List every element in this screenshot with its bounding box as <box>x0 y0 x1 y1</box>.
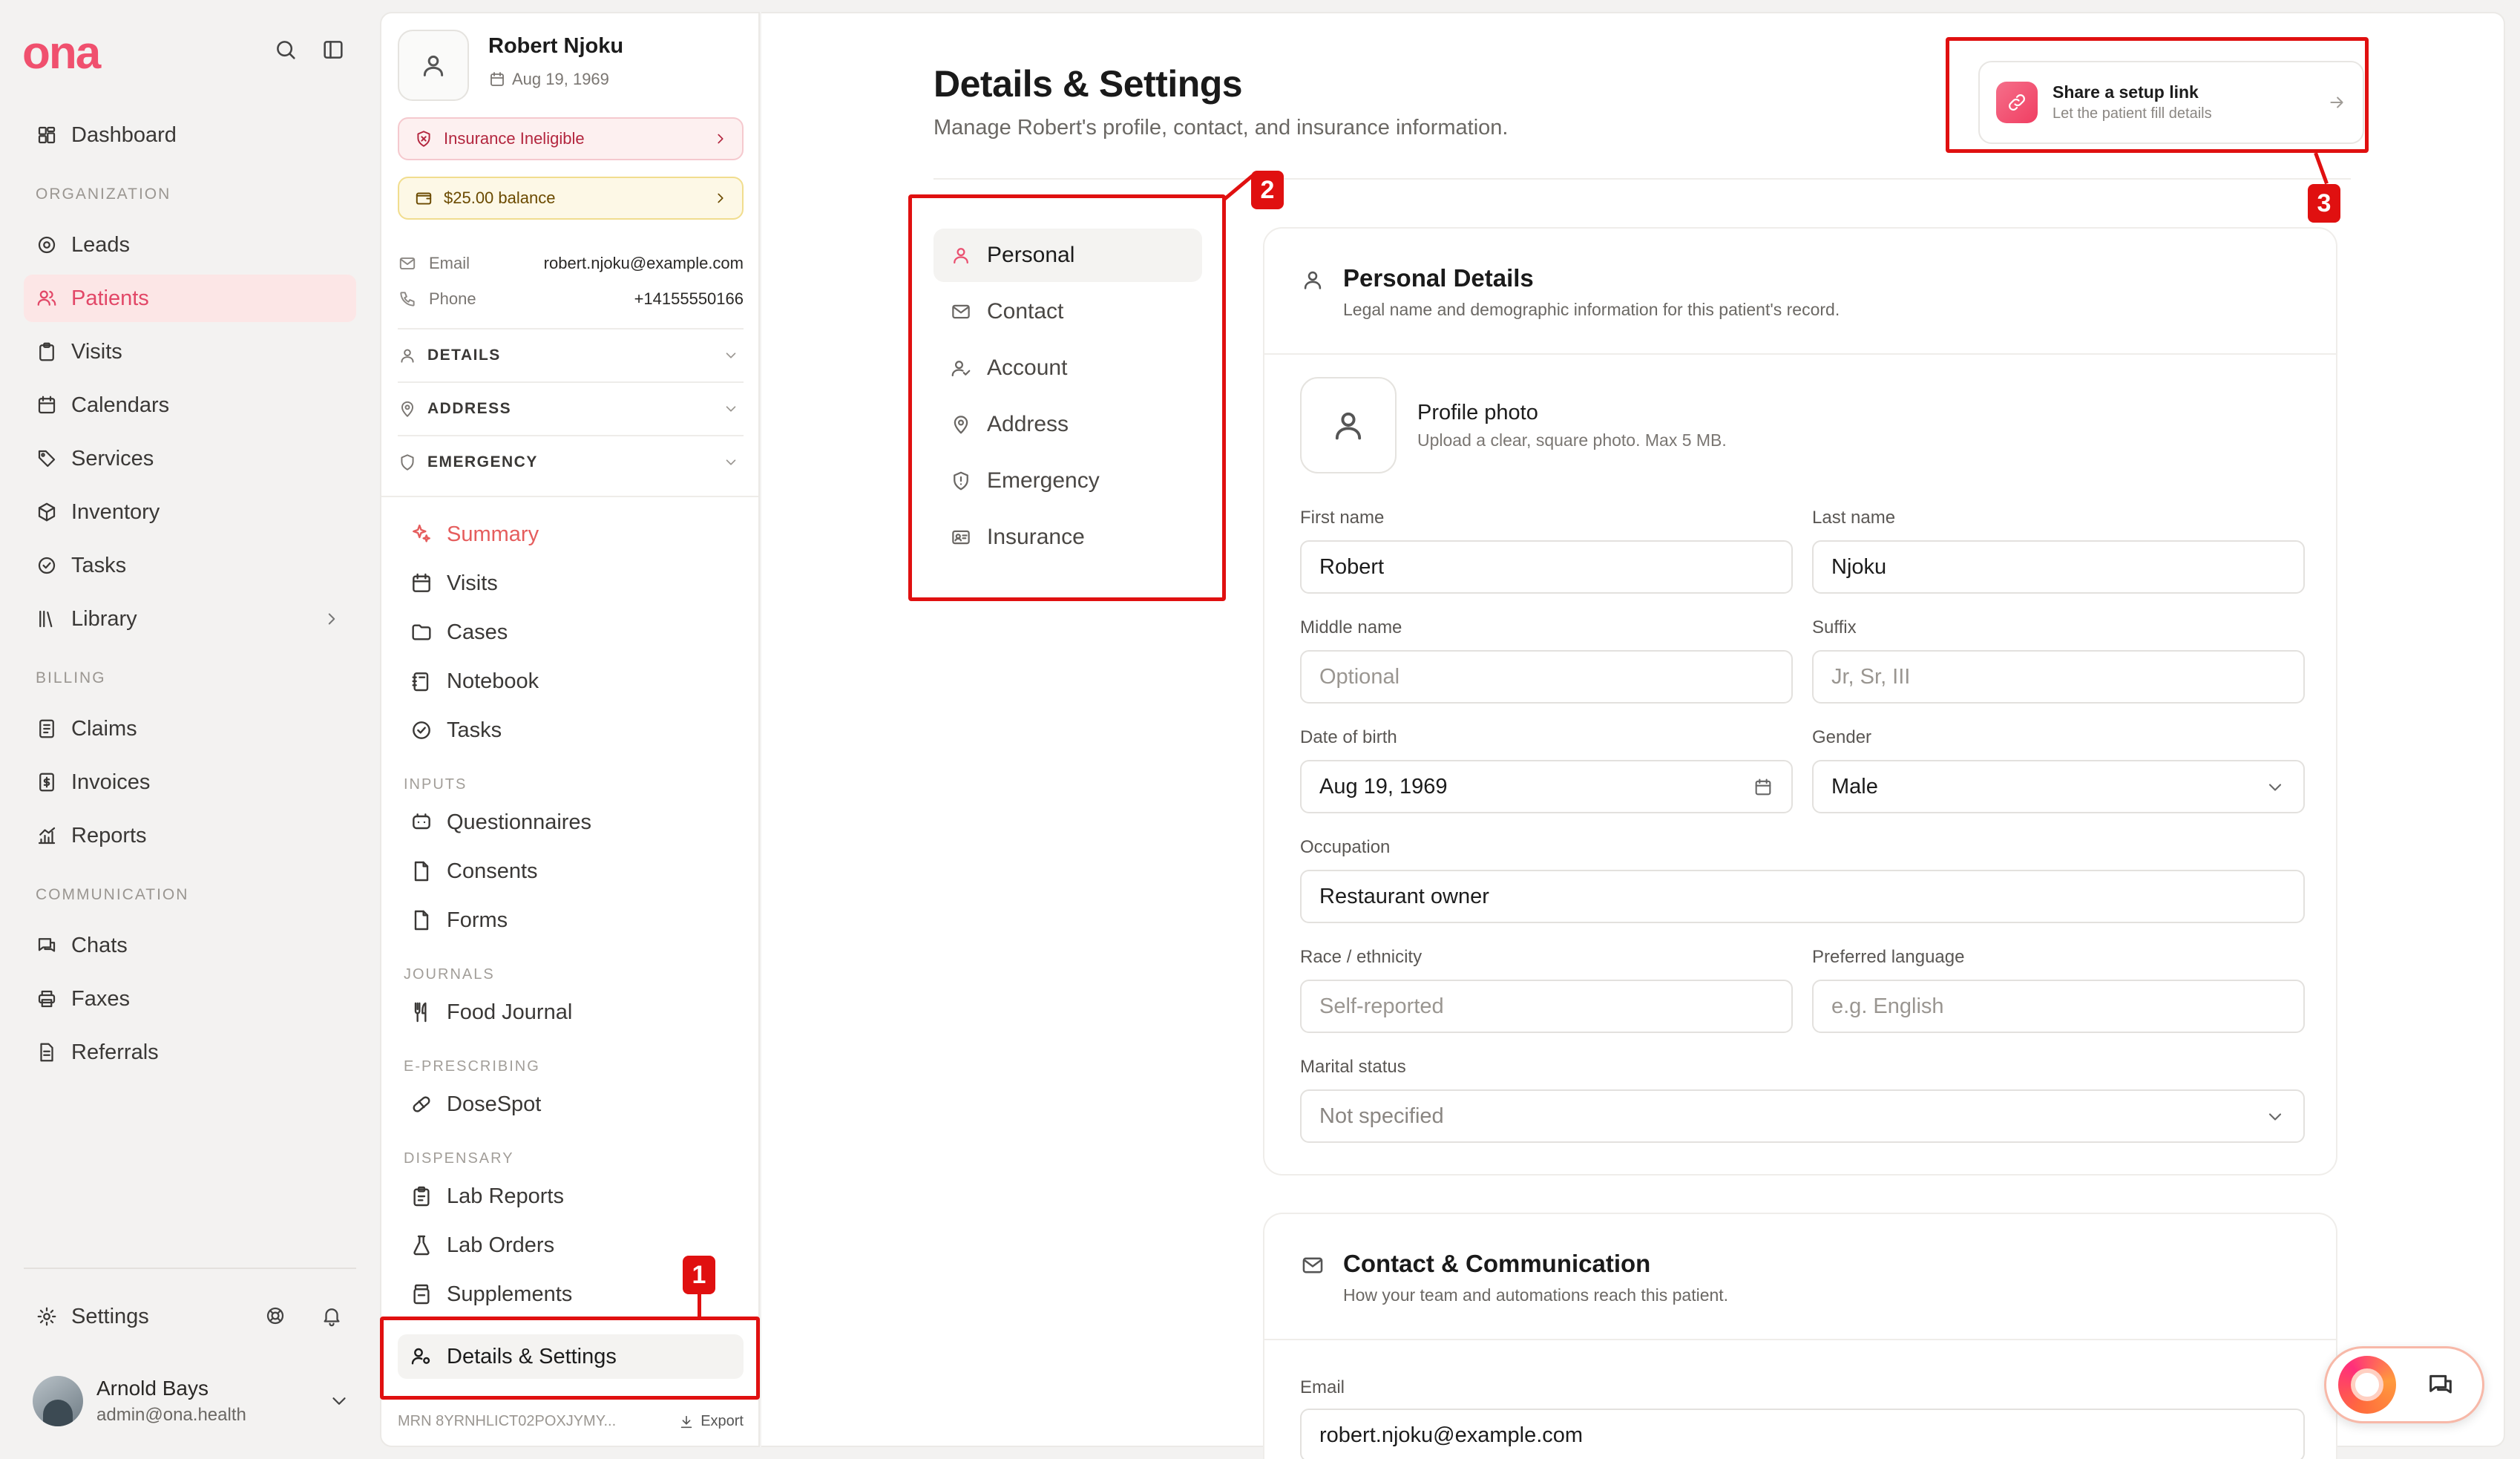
invoice-icon <box>36 771 58 793</box>
last-name-input[interactable] <box>1812 540 2305 594</box>
accordion-details[interactable]: DETAILS <box>398 328 744 381</box>
sidebar-item-label: Dashboard <box>71 122 177 147</box>
sidebar-item-inventory[interactable] <box>24 488 356 536</box>
contact-card: Contact & Communication How your team and automations reach this patient. Email robert.njoku@example.com <box>1263 1213 2337 1459</box>
sidebar-item-services[interactable] <box>24 435 356 482</box>
patient-panel <box>380 12 760 1447</box>
sidebar-item-tasks[interactable] <box>24 542 356 589</box>
mail-icon <box>950 301 972 323</box>
sidebar-item-leads[interactable] <box>24 221 356 269</box>
calendar-icon <box>488 71 506 88</box>
arrow-right-icon <box>2327 93 2346 112</box>
sidebar-item-patients[interactable] <box>24 275 356 322</box>
patient-menu-details-settings[interactable]: Details & Settings <box>398 1334 744 1379</box>
patient-footer <box>398 1413 744 1430</box>
section-dispensary: DISPENSARY <box>404 1150 514 1167</box>
page-title: Details & Settings <box>933 63 1243 105</box>
consent-icon <box>410 859 433 883</box>
chevron-down-icon <box>723 454 739 471</box>
wallet-icon <box>414 188 433 208</box>
shield-icon <box>414 129 433 148</box>
clipboard-icon <box>410 1184 433 1208</box>
sidebar-toggle-icon[interactable] <box>321 37 346 62</box>
user-name: Arnold Bays <box>96 1377 209 1400</box>
patient-mrn: MRN 8YRNHLICT02POXJYMY... <box>398 1413 617 1429</box>
chart-icon <box>36 824 58 847</box>
chevron-down-icon <box>723 347 739 364</box>
suffix-input[interactable] <box>1812 650 2305 704</box>
link-icon <box>1996 82 2038 123</box>
section-organization: ORGANIZATION <box>36 186 171 203</box>
clipboard-icon <box>36 341 58 363</box>
calendar-icon <box>36 394 58 416</box>
patient-menu-food-journal[interactable]: Food Journal <box>398 990 744 1035</box>
chevron-down-icon <box>2265 777 2286 798</box>
contact-email-input[interactable] <box>1300 1409 2305 1459</box>
check-circle-icon <box>36 554 58 577</box>
subnav-insurance[interactable]: Insurance <box>933 511 1202 564</box>
sidebar-item-label: Reports <box>71 823 147 847</box>
pill-icon <box>410 1092 433 1116</box>
subnav-contact[interactable]: Contact <box>933 285 1202 338</box>
chat-icon <box>36 934 58 957</box>
id-card-icon <box>950 526 972 548</box>
patient-menu-tasks[interactable]: Tasks <box>398 708 744 753</box>
sidebar-item-invoices[interactable] <box>24 758 356 806</box>
patient-phone-row: Phone +14155550166 <box>398 289 744 309</box>
balance-pill[interactable]: $25.00 balance <box>398 177 744 220</box>
user-icon <box>398 346 417 365</box>
user-email: admin@ona.health <box>96 1405 246 1425</box>
section-description: How your team and automations reach this patient. <box>1343 1285 1729 1305</box>
flask-icon <box>410 1233 433 1257</box>
sidebar-item-label: Patients <box>71 286 149 310</box>
gender-select[interactable]: Male <box>1812 760 2305 813</box>
sidebar-item-library[interactable] <box>24 595 356 643</box>
section-communication: COMMUNICATION <box>36 886 189 903</box>
sidebar-item-referrals[interactable] <box>24 1029 356 1076</box>
users-icon <box>36 287 58 309</box>
chevron-down-icon <box>723 401 739 417</box>
patient-menu-lab-orders[interactable]: Lab Orders <box>398 1223 744 1268</box>
document-icon <box>36 1041 58 1063</box>
section-eprescribing: E-PRESCRIBING <box>404 1058 540 1075</box>
sidebar-item-label: Invoices <box>71 770 151 794</box>
patient-menu-consents[interactable]: Consents <box>398 849 744 894</box>
mail-icon <box>398 254 417 273</box>
annotation-badge-2: 2 <box>1251 171 1284 209</box>
bottle-icon <box>410 1282 433 1306</box>
patient-menu-summary[interactable]: Summary <box>398 512 744 557</box>
nav-divider <box>24 1268 356 1269</box>
sidebar-item-label: Referrals <box>71 1040 159 1064</box>
section-title: Personal Details <box>1343 264 1534 292</box>
sidebar-item-chats[interactable] <box>24 922 356 969</box>
patient-menu-cases[interactable]: Cases <box>398 610 744 655</box>
sidebar-item-dashboard[interactable] <box>24 111 356 159</box>
section-journals: JOURNALS <box>404 966 495 983</box>
library-icon <box>36 608 58 630</box>
main-content <box>761 12 2505 1447</box>
sidebar-item-label: Inventory <box>71 499 160 524</box>
sidebar-item-label: Chats <box>71 933 128 957</box>
printer-icon <box>36 988 58 1010</box>
ona-logo[interactable]: ona <box>22 27 100 79</box>
dashboard-icon <box>36 124 58 146</box>
chevron-right-icon <box>712 190 729 206</box>
help-icon[interactable] <box>264 1305 286 1327</box>
sidebar-item-reports[interactable] <box>24 812 356 859</box>
subnav-emergency[interactable]: Emergency <box>933 454 1202 508</box>
download-icon <box>678 1414 695 1430</box>
questionnaire-icon <box>410 810 433 834</box>
tag-icon <box>36 447 58 470</box>
sparkle-icon <box>410 522 433 546</box>
accordion-emergency[interactable]: EMERGENCY <box>398 435 744 488</box>
sidebar-item-visits[interactable] <box>24 328 356 376</box>
race-ethnicity-input[interactable] <box>1300 980 1793 1033</box>
patient-menu-visits[interactable]: Visits <box>398 561 744 606</box>
profile-photo-title: Profile photo <box>1417 401 1538 424</box>
patient-menu-notebook[interactable]: Notebook <box>398 659 744 704</box>
chevron-right-icon <box>322 609 341 629</box>
dob-input[interactable]: Aug 19, 1969 <box>1300 760 1793 813</box>
user-settings-icon <box>410 1345 433 1368</box>
sidebar-item-faxes[interactable] <box>24 975 356 1023</box>
form-icon <box>410 908 433 932</box>
sidebar-item-settings[interactable] <box>24 1293 356 1340</box>
section-billing: BILLING <box>36 669 106 686</box>
notebook-icon <box>410 669 433 693</box>
calendar-icon <box>410 571 433 595</box>
assistant-orb-icon[interactable] <box>2338 1356 2396 1414</box>
export-button[interactable]: Export <box>678 1413 744 1430</box>
profile-photo-upload[interactable] <box>1300 377 1397 473</box>
chat-icon[interactable] <box>2426 1370 2455 1400</box>
file-icon <box>36 718 58 740</box>
user-icon <box>419 50 448 80</box>
section-description: Legal name and demographic information for this patient's record. <box>1343 300 1840 319</box>
pin-icon <box>398 399 417 419</box>
sidebar-item-label: Services <box>71 446 154 471</box>
shield-alert-icon <box>950 470 972 492</box>
user-menu[interactable] <box>33 1365 356 1437</box>
patient-menu-supplements[interactable]: Supplements <box>398 1272 744 1317</box>
patient-menu-forms[interactable]: Forms <box>398 898 744 942</box>
sidebar-item-label: Claims <box>71 716 137 741</box>
gear-icon <box>36 1305 58 1328</box>
subnav-account[interactable]: Account <box>933 341 1202 395</box>
patient-phone[interactable]: +14155550166 <box>634 289 744 308</box>
patient-name: Robert Njoku <box>488 34 624 58</box>
mail-icon <box>1300 1253 1325 1278</box>
pin-icon <box>950 413 972 436</box>
user-icon <box>1300 267 1325 292</box>
sidebar-item-claims[interactable] <box>24 705 356 753</box>
left-navigation <box>0 0 378 1459</box>
check-circle-icon <box>410 718 433 742</box>
bell-icon[interactable] <box>321 1305 343 1327</box>
calendar-icon[interactable] <box>1753 777 1773 798</box>
chevron-right-icon <box>712 131 729 147</box>
user-icon <box>1329 406 1368 445</box>
sidebar-item-label: Tasks <box>71 553 127 577</box>
accordion-address[interactable]: ADDRESS <box>398 381 744 435</box>
section-title: Contact & Communication <box>1343 1250 1651 1277</box>
chevron-down-icon[interactable] <box>328 1390 350 1412</box>
utensils-icon <box>410 1000 433 1024</box>
middle-name-input[interactable] <box>1300 650 1793 704</box>
sidebar-item-label: Visits <box>71 339 122 364</box>
patient-avatar <box>398 30 469 101</box>
chevron-down-icon <box>2265 1106 2286 1127</box>
user-check-icon <box>950 357 972 379</box>
insurance-status-pill[interactable]: Insurance Ineligible <box>398 117 744 160</box>
first-name-input[interactable] <box>1300 540 1793 594</box>
box-icon <box>36 501 58 523</box>
chat-widget[interactable] <box>2324 1346 2484 1423</box>
sidebar-item-calendars[interactable] <box>24 381 356 429</box>
sidebar-item-label: Library <box>71 606 137 631</box>
user-icon <box>950 244 972 266</box>
patient-menu-lab-reports[interactable]: Lab Reports <box>398 1174 744 1219</box>
occupation-input[interactable] <box>1300 870 2305 923</box>
phone-icon <box>398 289 417 309</box>
subnav-personal[interactable]: Personal <box>933 229 1202 282</box>
sidebar-item-label: Settings <box>71 1304 149 1328</box>
patient-dob: Aug 19, 1969 <box>488 70 609 89</box>
target-icon <box>36 234 58 256</box>
preferred-language-input[interactable] <box>1812 980 2305 1033</box>
page-subtitle: Manage Robert's profile, contact, and insurance information. <box>933 116 1509 140</box>
shield-icon <box>398 453 417 472</box>
share-setup-link-button[interactable]: Share a setup link Let the patient fill details <box>1978 61 2364 144</box>
avatar <box>33 1376 83 1426</box>
patient-email[interactable]: robert.njoku@example.com <box>543 254 744 272</box>
profile-photo-desc: Upload a clear, square photo. Max 5 MB. <box>1417 430 1727 450</box>
subnav-address[interactable]: Address <box>933 398 1202 451</box>
sidebar-item-label: Calendars <box>71 393 170 417</box>
personal-details-card: Personal Details Legal name and demographic information for this patient's record. Profile photo Upload a clear, square photo. Max 5 MB. First name Robert Last name Njoku Middle name Optional Suffix Jr, Sr, III Date of birth Aug 19, 1969 Gender Male Occupation Restaurant owner Race / ethnicity Self-reported Preferred language e.g. English Marital status Not specified <box>1263 227 2337 1176</box>
sidebar-item-label: Faxes <box>71 986 130 1011</box>
folder-icon <box>410 620 433 644</box>
search-icon[interactable] <box>273 37 298 62</box>
patient-menu-questionnaires[interactable]: Questionnaires <box>398 800 744 845</box>
annotation-badge-3: 3 <box>2308 184 2340 223</box>
patient-email-row: Email robert.njoku@example.com <box>398 254 744 273</box>
patient-menu-dosespot[interactable]: DoseSpot <box>398 1082 744 1127</box>
section-inputs: INPUTS <box>404 776 467 793</box>
marital-status-select[interactable]: Not specified <box>1300 1089 2305 1143</box>
sidebar-item-label: Leads <box>71 232 131 257</box>
annotation-badge-1: 1 <box>683 1256 715 1294</box>
